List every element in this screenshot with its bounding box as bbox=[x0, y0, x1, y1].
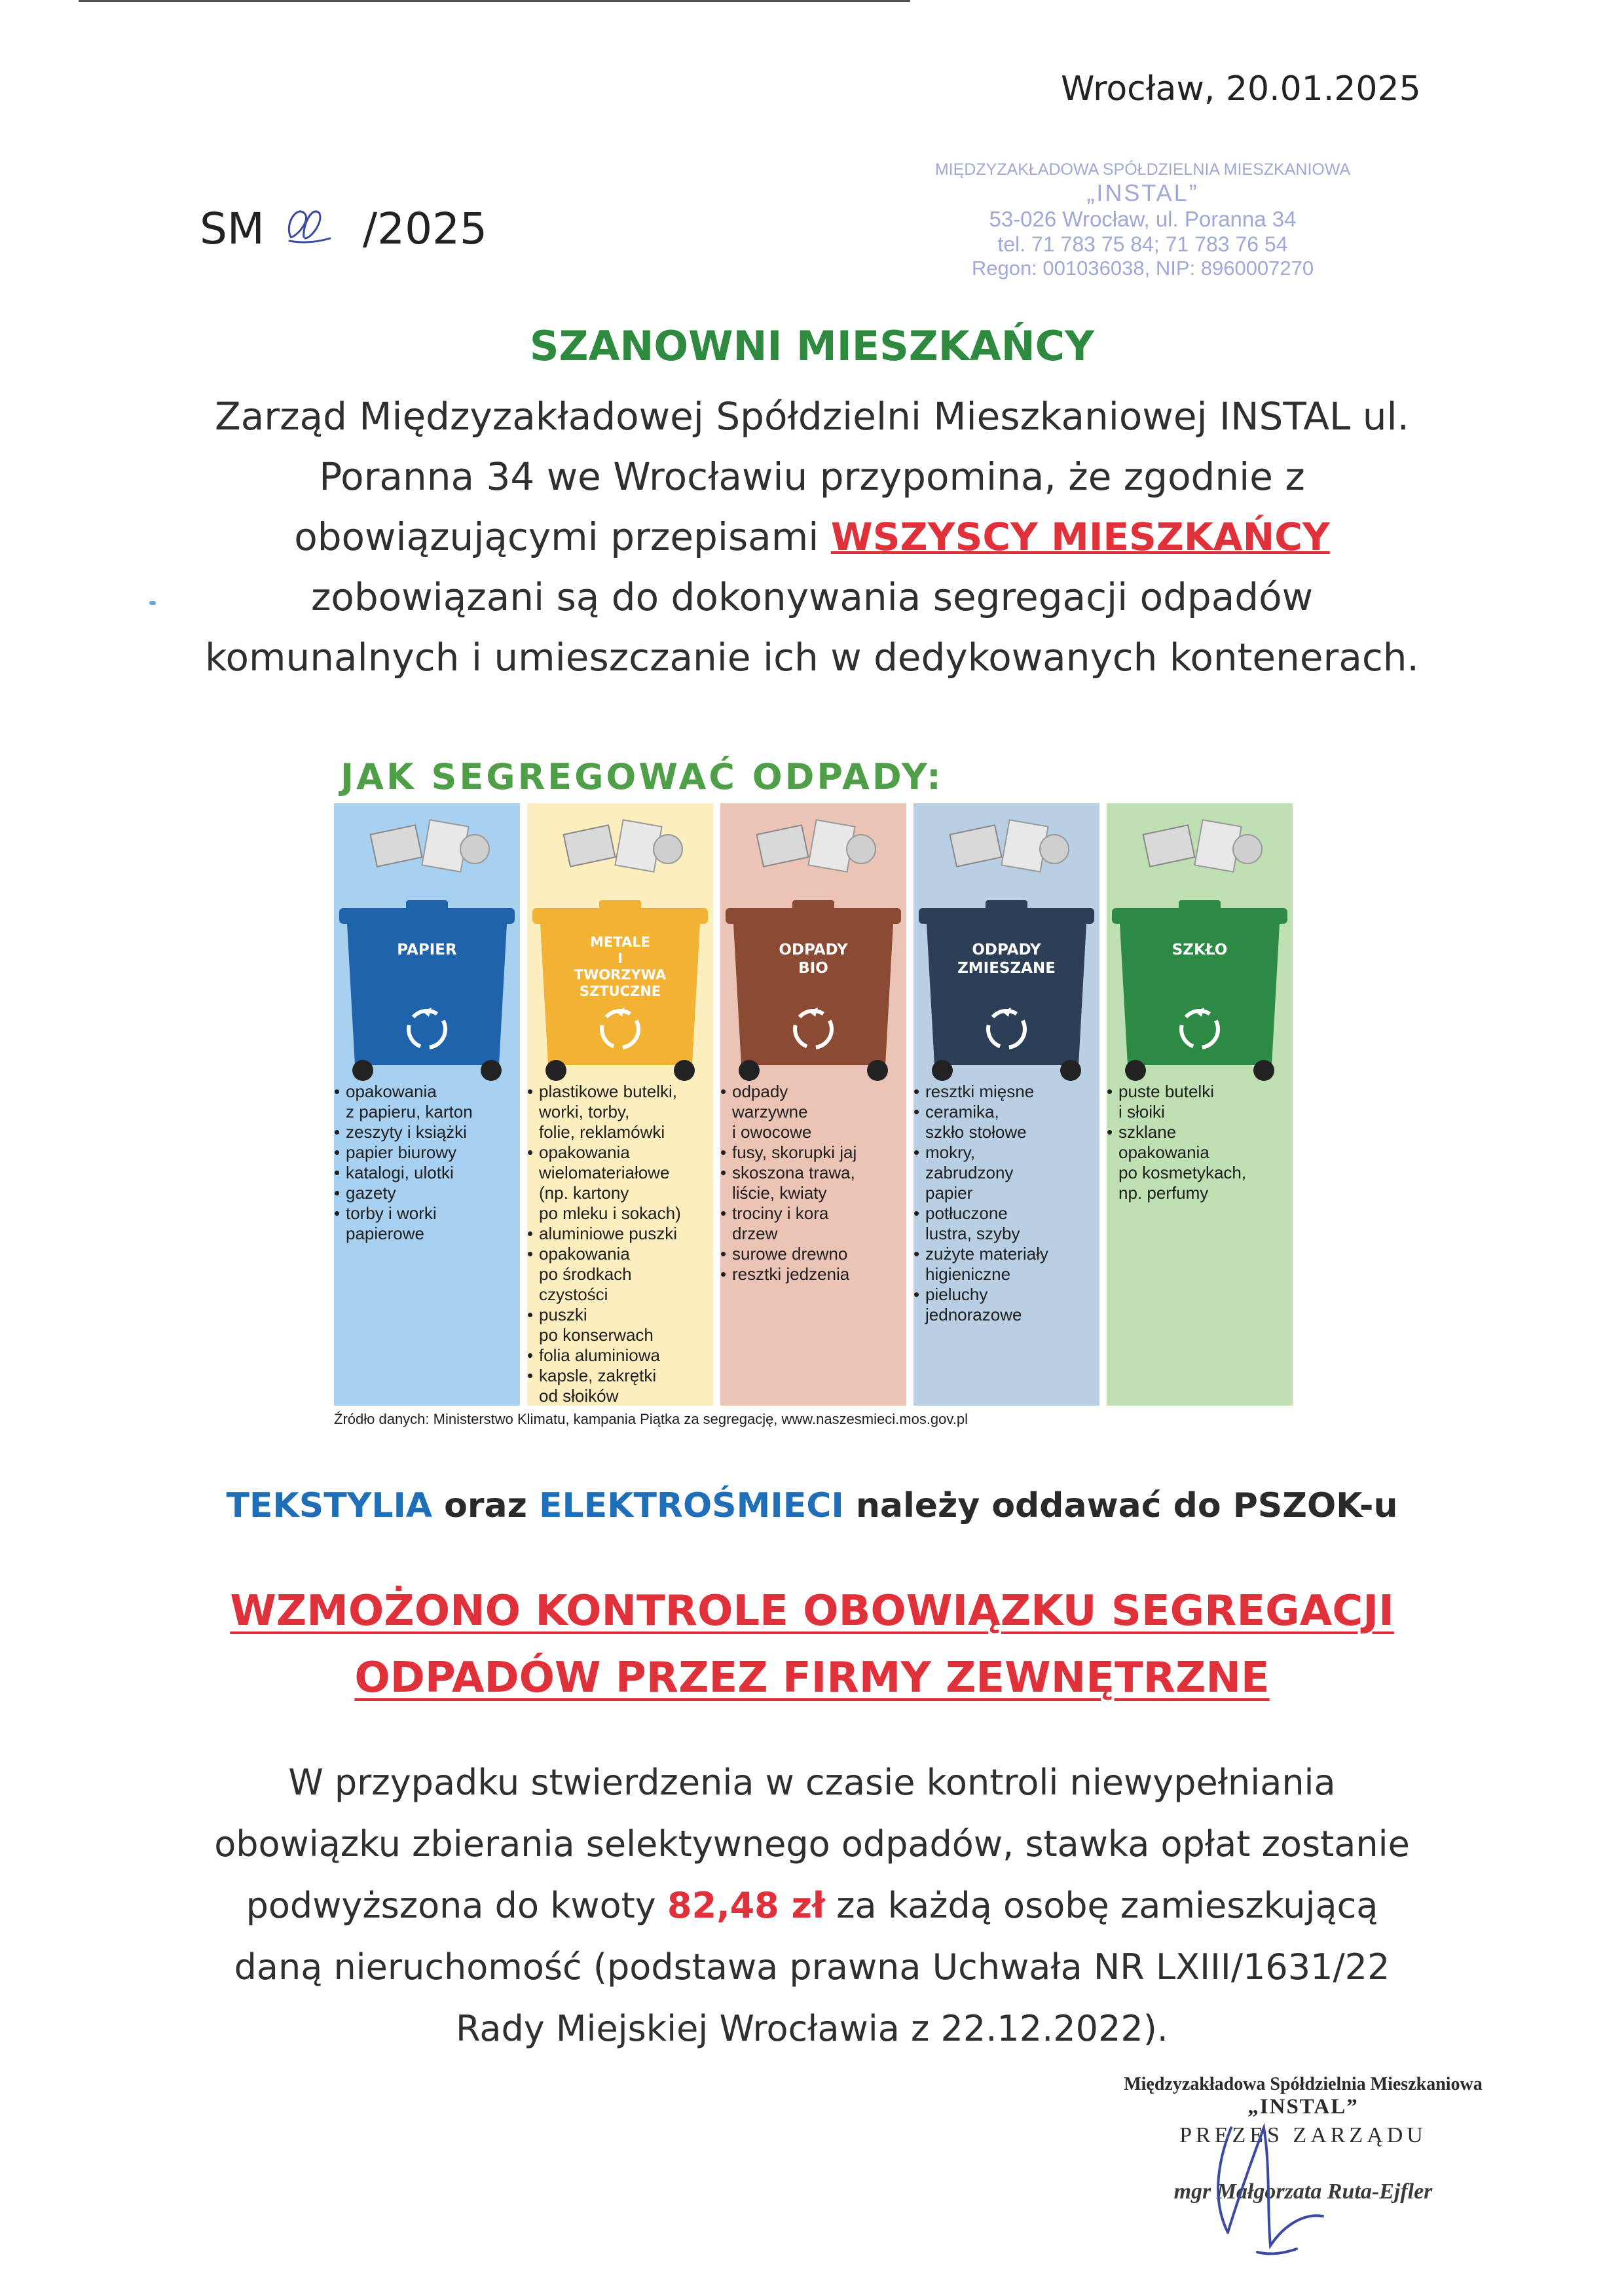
bin-label: METALE I TWORZYWA SZTUCZNE bbox=[574, 934, 667, 999]
bin-list-item: • zeszyty i książki bbox=[334, 1122, 520, 1142]
bin-list-item: • ceramika, szkło stołowe bbox=[913, 1102, 1099, 1142]
pszok-electrowaste: ELEKTROŚMIECI bbox=[538, 1486, 844, 1525]
penalty-text-2: za każdą osobę zamieszkującą daną nieruchomość (podstawa prawna Uchwała NR LXIII/1631/22 Rady Miejskiej Wrocławia z 22.12.2022). bbox=[234, 1885, 1390, 2049]
intro-paragraph bbox=[196, 386, 1428, 687]
penalty-amount: 82,48 zł bbox=[667, 1885, 825, 1926]
pszok-rest: należy oddawać do PSZOK-u bbox=[843, 1486, 1398, 1525]
bin-label: SZKŁO bbox=[1172, 941, 1228, 958]
penalty-text-1: W przypadku stwierdzenia w czasie kontroli niewypełniania obowiązku zbierania selektywnego odpadów, stawka opłat zostanie podwyższona do kwoty bbox=[214, 1762, 1410, 1926]
cooperative-stamp bbox=[913, 160, 1372, 311]
bin-item-list bbox=[334, 1082, 520, 1244]
bin-list-item: • opakowania wielomateriałowe (np. kartony po mleku i sokach) bbox=[527, 1142, 713, 1224]
bin-column-3 bbox=[720, 803, 906, 1406]
bin-list-item: • opakowania z papieru, karton bbox=[334, 1082, 520, 1122]
bin-list-item: • plastikowe butelki, worki, torby, folie, reklamówki bbox=[527, 1082, 713, 1142]
bin-list-item: • opakowania po środkach czystości bbox=[527, 1244, 713, 1305]
bin-list-item: • mokry, zabrudzony papier bbox=[913, 1142, 1099, 1203]
bin-list-item: • fusy, skorupki jaj bbox=[720, 1142, 906, 1163]
bin-list-item: • aluminiowe puszki bbox=[527, 1224, 713, 1244]
pszok-and: oraz bbox=[432, 1486, 539, 1525]
bin-column-4 bbox=[913, 803, 1099, 1406]
bin-list-item: • puszki po konserwach bbox=[527, 1305, 713, 1345]
bin-list-item: • folia aluminiowa bbox=[527, 1345, 713, 1366]
infographic-title: JAK SEGREGOWAĆ ODPADY: bbox=[341, 756, 944, 797]
pszok-notice bbox=[0, 1486, 1624, 1525]
bin-list-item: • papier biurowy bbox=[334, 1142, 520, 1163]
segregation-infographic bbox=[334, 750, 1316, 1434]
bin-list-item: • potłuczone lustra, szyby bbox=[913, 1203, 1099, 1244]
handwritten-signature bbox=[1192, 2102, 1362, 2272]
bin-list-item: • kapsle, zakrętki od słoików bbox=[527, 1366, 713, 1406]
stamp-line-3: 53-026 Wrocław, ul. Poranna 34 bbox=[989, 207, 1297, 232]
bin-list-item: • gazety bbox=[334, 1183, 520, 1203]
handwritten-number-mark bbox=[265, 198, 363, 250]
bin-column-5 bbox=[1107, 803, 1293, 1406]
signature-name: mgr Małgorzata Ruta-Ejfler bbox=[1173, 2179, 1433, 2204]
stamp-line-2: „INSTAL” bbox=[1086, 179, 1199, 207]
bin-column-2 bbox=[527, 803, 713, 1406]
bin-list-item: • zużyte materiały higieniczne bbox=[913, 1244, 1099, 1285]
intro-highlight: WSZYSCY MIESZKAŃCY bbox=[830, 515, 1330, 559]
infographic-source: Źródło danych: Ministerstwo Klimatu, kampania Piątka za segregację, www.naszesmieci.mos.gov.pl bbox=[334, 1411, 968, 1427]
bin-item-list bbox=[1107, 1082, 1293, 1203]
bin-list-item: • trociny i kora drzew bbox=[720, 1203, 906, 1244]
reference-suffix: /2025 bbox=[362, 204, 488, 254]
bin-label: PAPIER bbox=[397, 941, 457, 958]
bin-list-item: • puste butelki i słoiki bbox=[1107, 1082, 1293, 1122]
penalty-paragraph bbox=[196, 1752, 1428, 2060]
stamp-line-5: Regon: 001036038, NIP: 8960007270 bbox=[971, 257, 1314, 280]
signature-role: PREZES ZARZĄDU bbox=[1179, 2123, 1427, 2147]
reference-prefix: SM bbox=[200, 204, 265, 254]
top-border-line bbox=[79, 0, 910, 2]
bin-column-1 bbox=[334, 803, 520, 1406]
bin-list-item: • resztki mięsne bbox=[913, 1082, 1099, 1102]
bin-list-item: • szklane opakowania po kosmetykach, np. perfumy bbox=[1107, 1122, 1293, 1203]
pszok-textiles: TEKSTYLIA bbox=[226, 1486, 433, 1525]
bin-item-list bbox=[913, 1082, 1099, 1325]
intro-text-2: zobowiązani są do dokonywania segregacji odpadów komunalnych i umieszczanie ich w dedykowanych kontenerach. bbox=[205, 575, 1419, 680]
greeting-heading: SZANOWNI MIESZKAŃCY bbox=[529, 322, 1095, 370]
intro-text-1: Zarząd Międzyzakładowej Spółdzielni Mieszkaniowej INSTAL ul. Poranna 34 we Wrocławiu przypomina, że zgodnie z obowiązującymi przepisami bbox=[214, 394, 1410, 559]
letter-date: Wrocław, 20.01.2025 bbox=[1061, 69, 1421, 109]
bin-list-item: • katalogi, ulotki bbox=[334, 1163, 520, 1183]
signature-organization: Międzyzakładowa Spółdzielnia Mieszkaniowa bbox=[1124, 2074, 1483, 2094]
inspection-warning bbox=[0, 1578, 1624, 1711]
bin-list-item: • skoszona trawa, liście, kwiaty bbox=[720, 1163, 906, 1203]
bin-label: ODPADY BIO bbox=[779, 941, 848, 977]
bin-list-item: • odpady warzywne i owocowe bbox=[720, 1082, 906, 1142]
stamp-line-1: MIĘDZYZAKŁADOWA SPÓŁDZIELNIA MIESZKANIOWA bbox=[934, 160, 1351, 179]
bin-item-list bbox=[527, 1082, 713, 1406]
stamp-line-4: tel. 71 783 75 84; 71 783 76 54 bbox=[997, 232, 1288, 256]
signature-organization-name: „INSTAL” bbox=[1247, 2095, 1359, 2119]
bin-list-item: • surowe drewno bbox=[720, 1244, 906, 1264]
scan-speck bbox=[149, 601, 156, 605]
bin-label: ODPADY ZMIESZANE bbox=[957, 941, 1056, 977]
warning-line-2: ODPADÓW PRZEZ FIRMY ZEWNĘTRZNE bbox=[354, 1654, 1270, 1702]
reference-number bbox=[200, 191, 487, 254]
bin-item-list bbox=[720, 1082, 906, 1285]
warning-line-1: WZMOŻONO KONTROLE OBOWIĄZKU SEGREGACJI bbox=[230, 1587, 1394, 1635]
bin-list-item: • torby i worki papierowe bbox=[334, 1203, 520, 1244]
bin-list-item: • resztki jedzenia bbox=[720, 1264, 906, 1285]
bin-list-item: • pieluchy jednorazowe bbox=[913, 1285, 1099, 1325]
